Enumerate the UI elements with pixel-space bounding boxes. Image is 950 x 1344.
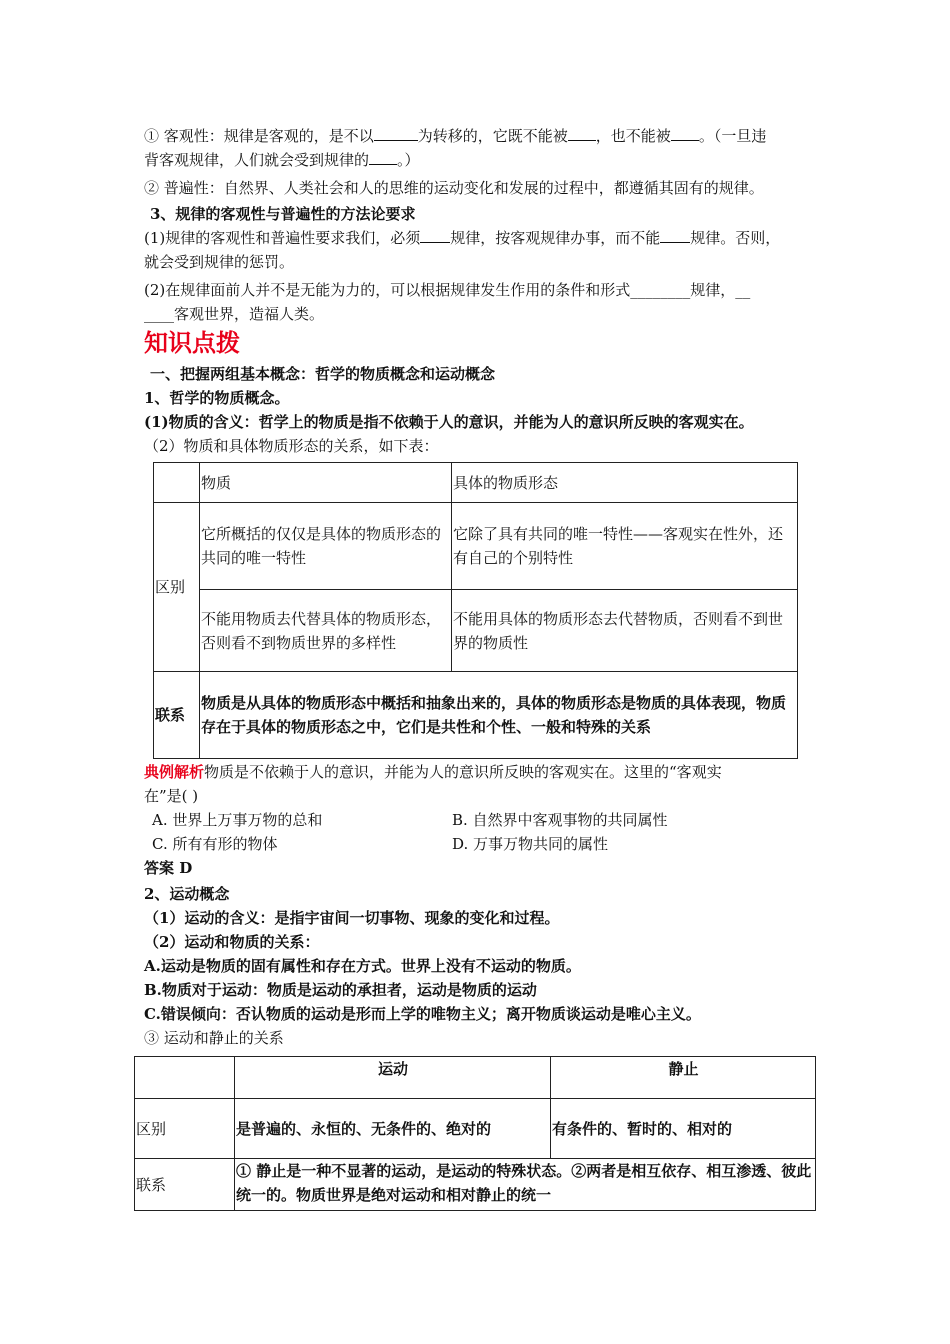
- row-label: 联系: [135, 1159, 235, 1211]
- fill-blank[interactable]: [671, 126, 699, 141]
- table-cell: 不能用物质去代替具体的物质形态，否则看不到物质世界的多样性: [200, 590, 452, 672]
- table-header: 具体的物质形态: [452, 463, 798, 503]
- paragraph-motion-rest: ③ 运动和静止的关系: [144, 1029, 284, 1047]
- paragraph-a: A.运动是物质的固有属性和存在方式。世界上没有不运动的物质。: [144, 957, 581, 975]
- table-header: 运动: [235, 1057, 551, 1099]
- example-question: [144, 760, 819, 784]
- option-a[interactable]: A. 世界上万事万物的总和: [152, 811, 323, 829]
- table-cell: 它所概括的仅仅是具体的物质形态的共同的唯一特性: [200, 503, 452, 590]
- paragraph-matter-table-intro: （2）物质和具体物质形态的关系，如下表：: [144, 437, 439, 455]
- fill-blank[interactable]: [660, 228, 690, 243]
- paragraph-b: B.物质对于运动：物质是运动的承担者，运动是物质的运动: [144, 981, 537, 999]
- row-label: 区别: [135, 1099, 235, 1159]
- option-d[interactable]: D. 万事万物共同的属性: [452, 835, 609, 853]
- matter-table: [153, 462, 798, 759]
- text: 背客观规律，人们就会受到规律的: [144, 151, 370, 169]
- paragraph-method-2-cont: ____客观世界，造福人类。: [144, 305, 325, 323]
- paragraph-method-1: [144, 226, 819, 250]
- option-b[interactable]: B. 自然界中客观事物的共同属性: [452, 811, 668, 829]
- table-corner-cell: [135, 1057, 235, 1099]
- example-label: 典例解析: [144, 763, 205, 781]
- heading-methodology: 3、规律的客观性与普遍性的方法论要求: [150, 205, 416, 223]
- fill-blank[interactable]: [369, 150, 397, 165]
- table-cell: 有条件的、暂时的、相对的: [551, 1099, 816, 1159]
- text: 物质是不依赖于人的意识，并能为人的意识所反映的客观实在。这里的“客观实: [204, 763, 722, 781]
- table-cell: 它除了具有共同的唯一特性——客观实在性外，还有自己的个别特性: [452, 503, 798, 590]
- options-row: [144, 808, 819, 832]
- table-cell: 不能用具体的物质形态去代替物质，否则看不到世界的物质性: [452, 590, 798, 672]
- fill-blank[interactable]: [420, 228, 450, 243]
- motion-table: [134, 1056, 816, 1211]
- fill-blank[interactable]: [568, 126, 596, 141]
- text: 规律。否则，: [690, 229, 781, 247]
- paragraph-method-1-cont: 就会受到规律的惩罚。: [144, 253, 295, 271]
- table-cell: ① 静止是一种不显著的运动，是运动的特殊状态。②两者是相互依存、相互渗透、彼此统一的。物质世界是绝对运动和相对静止的统一: [235, 1159, 816, 1211]
- paragraph-objectivity-cont: [144, 148, 819, 172]
- paragraph-matter-meaning: (1)物质的含义：哲学上的物质是指不依赖于人的意识，并能为人的意识所反映的客观实在。: [144, 413, 754, 431]
- heading-motion: 2、运动概念: [144, 885, 230, 903]
- document-page: [136, 124, 819, 1211]
- text: ① 客观性：规律是客观的，是不以: [144, 127, 374, 145]
- fill-blank[interactable]: [374, 126, 418, 141]
- paragraph-objectivity: [144, 124, 819, 148]
- text: 。（一旦违: [698, 127, 767, 145]
- text: (1)规律的客观性和普遍性要求我们，必须: [144, 229, 421, 247]
- paragraph-motion-meaning: （1）运动的含义：是指宇宙间一切事物、现象的变化和过程。: [144, 909, 560, 927]
- table-corner-cell: [154, 463, 200, 503]
- table-cell: 物质是从具体的物质形态中概括和抽象出来的，具体的物质形态是物质的具体表现，物质存在于具体的物质形态之中，它们是共性和个性、一般和特殊的关系: [200, 672, 798, 759]
- table-cell: 是普遍的、永恒的、无条件的、绝对的: [235, 1099, 551, 1159]
- heading-concepts: 一、把握两组基本概念：哲学的物质概念和运动概念: [150, 365, 496, 383]
- answer: 答案 D: [144, 859, 193, 877]
- options-row: [144, 832, 819, 856]
- text: ，也不能被: [595, 127, 671, 145]
- table-header: 静止: [551, 1057, 816, 1099]
- text: 规律，按客观规律办事，而不能: [450, 229, 661, 247]
- table-header: 物质: [200, 463, 452, 503]
- paragraph-motion-matter: （2）运动和物质的关系：: [144, 933, 320, 951]
- text: 。）: [397, 151, 420, 169]
- paragraph-c: C.错误倾向：否认物质的运动是形而上学的唯物主义；离开物质谈运动是唯心主义。: [144, 1005, 701, 1023]
- text: 为转移的，它既不能被: [417, 127, 568, 145]
- section-title: 知识点拨: [144, 328, 240, 357]
- paragraph-universality: ② 普遍性：自然界、人类社会和人的思维的运动变化和发展的过程中，都遵循其固有的规律。: [144, 179, 764, 197]
- row-label: 联系: [154, 672, 200, 759]
- row-label: 区别: [154, 503, 200, 672]
- example-question-cont: 在”是( ): [144, 787, 199, 805]
- option-c[interactable]: C. 所有有形的物体: [152, 835, 278, 853]
- paragraph-method-2: (2)在规律面前人并不是无能为力的，可以根据规律发生作用的条件和形式________规律，__: [144, 281, 751, 299]
- heading-matter: 1、哲学的物质概念。: [144, 389, 290, 407]
